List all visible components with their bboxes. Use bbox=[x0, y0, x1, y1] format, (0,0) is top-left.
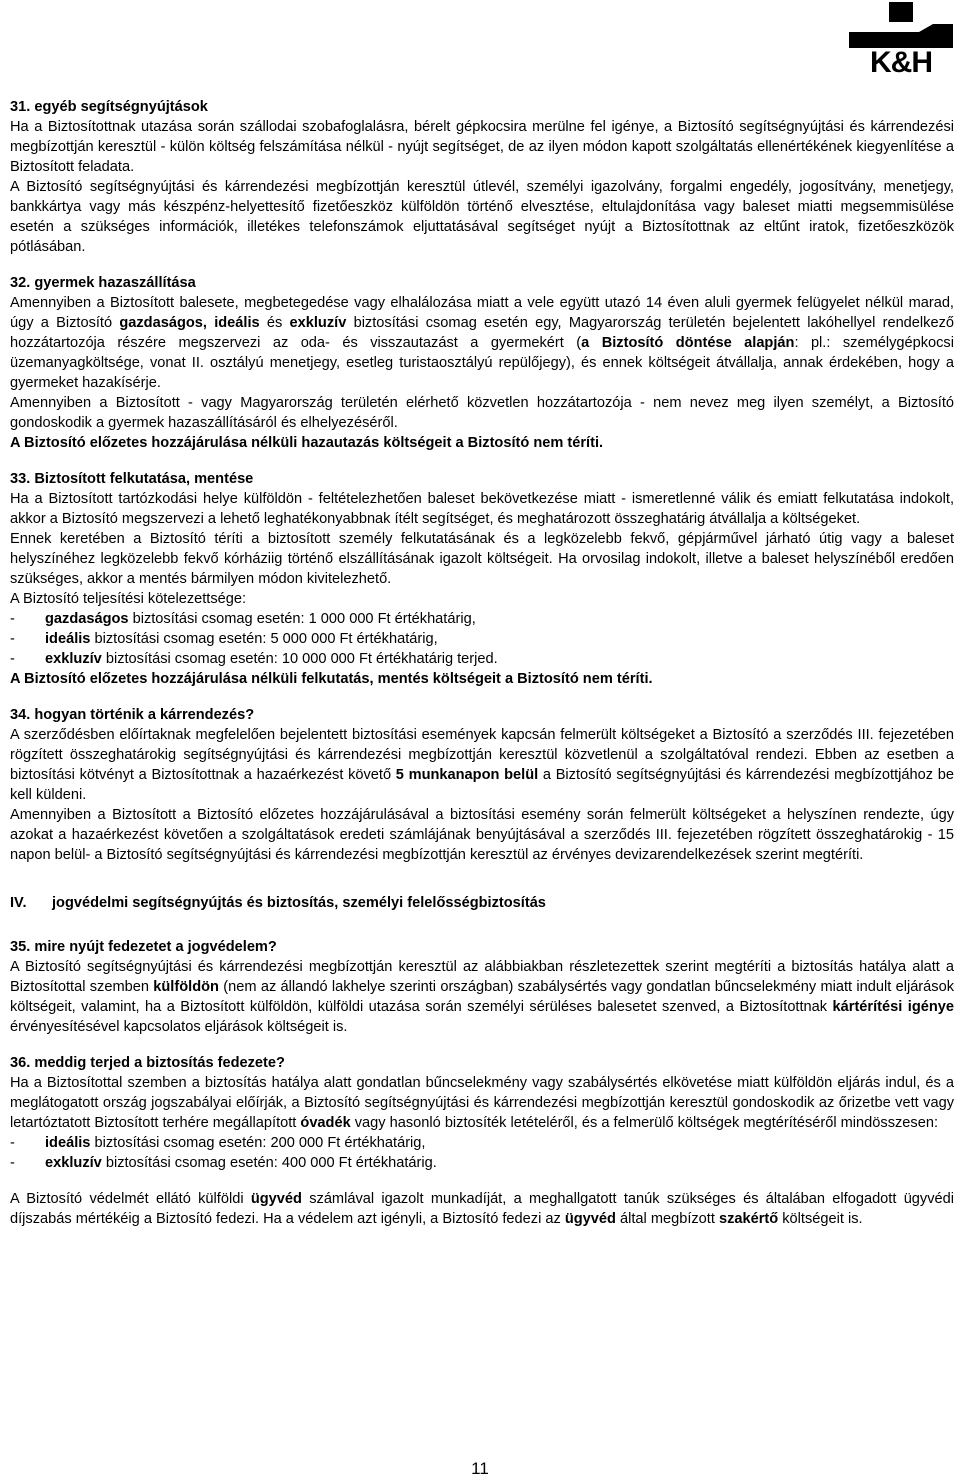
section-33-paragraph-2: Ennek keretében a Biztosító téríti a biztosított személy felkutatásának és a legközelebb fekvő, gépjárművel járható útig vagy a baleset helyszínéhez legközelebb fekvő kórháziig történő elszállításának igazolt költségeit. Ha orvosilag indokolt, illetve a baleset helyszínéből eredően szükséges, akkor a mentés bármilyen módon kivitelezhető. bbox=[10, 531, 954, 587]
section-34-paragraph-1: A szerződésben előírtaknak megfelelően bejelentett biztosítási események kapcsán felmerült költségeket a Biztosító a szerződés III. fejezetében rögzített összeghatárokig segítségnyújtási és kárrendezési megbízottján keresztül közvetlenül a szolgáltatóval rendezi. Ebben az esetben a biztosítási kötvényt a Biztosítottnak a hazaérkezést követő 5 munkanapon belül a Biztosító segítségnyújtási és kárrendezési megbízottjához be kell küldeni. bbox=[10, 727, 954, 803]
section-36-heading: 36. meddig terjed a biztosítás fedezete? bbox=[10, 1055, 285, 1071]
section-32-heading: 32. gyermek hazaszállítása bbox=[10, 275, 196, 291]
logo-square bbox=[889, 2, 913, 22]
page-number: 11 bbox=[471, 1459, 489, 1478]
section-33-paragraph-1: Ha a Biztosított tartózkodási helye külföldön - feltételezhetően baleset bekövetkezése miatt - ismeretlenné válik és emiatt felkutatása indokolt, akkor a Biztosító megszervezi a lehető leghatékonyabbnak ítélt segítséget, és meghatározott összeghatárig átvállalja a költségeket. bbox=[10, 491, 954, 527]
kh-logo-mark bbox=[849, 2, 953, 50]
section-36-paragraph-1: Ha a Biztosítottal szemben a biztosítás hatálya alatt gondatlan bűncselekmény vagy szabálysértés elkövetése miatt külföldön eljárás indul, és a meglátogatott ország jogszabályai előírják, a Biztosító segítségnyújtási és kárrendezési megbízottján keresztül gondoskodik az őrizetbe vett vagy letartóztatott Biztosított terhére megállapított óvadék vagy hasonló biztosíték letételéről, és a felmerülő költségek megtérítéséről mindösszesen: bbox=[10, 1075, 954, 1131]
list-item: - gazdaságos biztosítási csomag esetén: 1 000 000 Ft értékhatárig, bbox=[10, 611, 476, 627]
section-32-paragraph-2: Amennyiben a Biztosított - vagy Magyarország területén elérhető közvetlen hozzátartozója - nem nevez meg ilyen személyt, a Biztosító gondoskodik a gyermek hazaszállításáról és elhelyezéséről. bbox=[10, 395, 954, 431]
section-32-paragraph-1: Amennyiben a Biztosított balesete, megbetegedése vagy elhalálozása miatt a vele együtt utazó 14 éven aluli gyermek felügyelet nélkül marad, úgy a Biztosító gazdaságos, ideális és exkluzív biztosítási csomag esetén egy, Magyarország területén bejelentett lakóhellyel rendelkező hozzátartozója részére megszervezi az oda- és visszautazást a gyermekért (a Biztosító döntése alapján: pl.: személygépkocsi üzemanyagköltsége, vonat II. osztályú menetjegy, esetleg turistaosztályú repülőjegy), és ennek költségeit átvállalja, annak érdekében, hogy a gyermeket hazakísérje. bbox=[10, 295, 954, 391]
chapter-4-heading: IV. jogvédelmi segítségnyújtás és biztosítás, személyi felelősségbiztosítás bbox=[10, 895, 546, 911]
list-item: - exkluzív biztosítási csomag esetén: 10 000 000 Ft értékhatárig terjed. bbox=[10, 651, 498, 667]
section-32-paragraph-3: A Biztosító előzetes hozzájárulása nélküli hazautazás költségeit a Biztosító nem téríti. bbox=[10, 435, 604, 451]
list-item: - exkluzív biztosítási csomag esetén: 400 000 Ft értékhatárig. bbox=[10, 1155, 437, 1171]
section-33-heading: 33. Biztosított felkutatása, mentése bbox=[10, 471, 254, 487]
section-34-heading: 34. hogyan történik a kárrendezés? bbox=[10, 707, 255, 723]
kh-logo bbox=[849, 2, 953, 82]
section-35-heading: 35. mire nyújt fedezetet a jogvédelem? bbox=[10, 939, 277, 955]
section-35-paragraph-1: A Biztosító segítségnyújtási és kárrendezési megbízottján keresztül az alábbiakban részletezettek szerint megtéríti a biztosítás hatálya alatt a Biztosítottal szemben külföldön (nem az állandó lakhelye szerinti országban) szabálysértés vagy gondatlan bűncselekmény miatt indult eljárások költségeit, valamint, ha a Biztosított külföldön, külföldi utazása során személyi sérüléses balesetet szenved, a Biztosítottnak kártérítési igénye érvényesítésével kapcsolatos eljárások költségeit is. bbox=[10, 959, 954, 1035]
list-item: - ideális biztosítási csomag esetén: 200 000 Ft értékhatárig, bbox=[10, 1135, 426, 1151]
section-31-heading: 31. egyéb segítségnyújtások bbox=[10, 99, 208, 115]
logo-shape bbox=[849, 24, 953, 48]
logo-text: K&H bbox=[870, 46, 932, 79]
list-item: - ideális biztosítási csomag esetén: 5 000 000 Ft értékhatárig, bbox=[10, 631, 438, 647]
section-31-paragraph-2: A Biztosító segítségnyújtási és kárrendezési megbízottján keresztül útlevél, személyi igazolvány, forgalmi engedély, jogosítvány, menetjegy, bankkártya vagy más készpénz-helyettesítő fizetőeszköz külföldön történő elvesztése, eltulajdonítása vagy baleset miatti megsemmisülése esetén a szükséges információk, illetékes telefonszámok eljuttatásával segítséget nyújt a Biztosítottnak az eltűnt iratok, fizetőeszközök pótlásában. bbox=[10, 179, 954, 255]
section-33-paragraph-3: A Biztosító teljesítési kötelezettsége: bbox=[10, 591, 247, 607]
document-body bbox=[10, 97, 954, 1229]
section-34-paragraph-2: Amennyiben a Biztosított a Biztosító előzetes hozzájárulásával a biztosítási esemény során felmerült költségeket a helyszínen rendezte, úgy azokat a hazaérkezést követően a szolgáltatások eredeti számlájának benyújtásával a szerződés III. fejezetében rögzített összeghatárokig - 15 napon belül- a Biztosító segítségnyújtási és kárrendezési megbízottján keresztül az érvényes devizarendelkezések szerint megtéríti. bbox=[10, 807, 954, 863]
section-31-paragraph-1: Ha a Biztosítottnak utazása során szállodai szobafoglalásra, bérelt gépkocsira merülne fel igénye, a Biztosító segítségnyújtási és kárrendezési megbízottján keresztül - külön költség felszámítása nélkül - nyújt segítséget, de az ilyen módon kapott szolgáltatás ellenértékének kiegyenlítése a Biztosított feladata. bbox=[10, 119, 954, 175]
section-36-paragraph-2: A Biztosító védelmét ellátó külföldi ügyvéd számlával igazolt munkadíját, a meghallgatott tanúk szükséges és általában elfogadott ügyvédi díjszabás mértékéig a Biztosító fedezi. Ha a védelem azt igényli, a Biztosító fedezi az ügyvéd által megbízott szakértő költségeit is. bbox=[10, 1191, 954, 1227]
section-33-paragraph-4: A Biztosító előzetes hozzájárulása nélküli felkutatás, mentés költségeit a Biztosító nem téríti. bbox=[10, 671, 653, 687]
